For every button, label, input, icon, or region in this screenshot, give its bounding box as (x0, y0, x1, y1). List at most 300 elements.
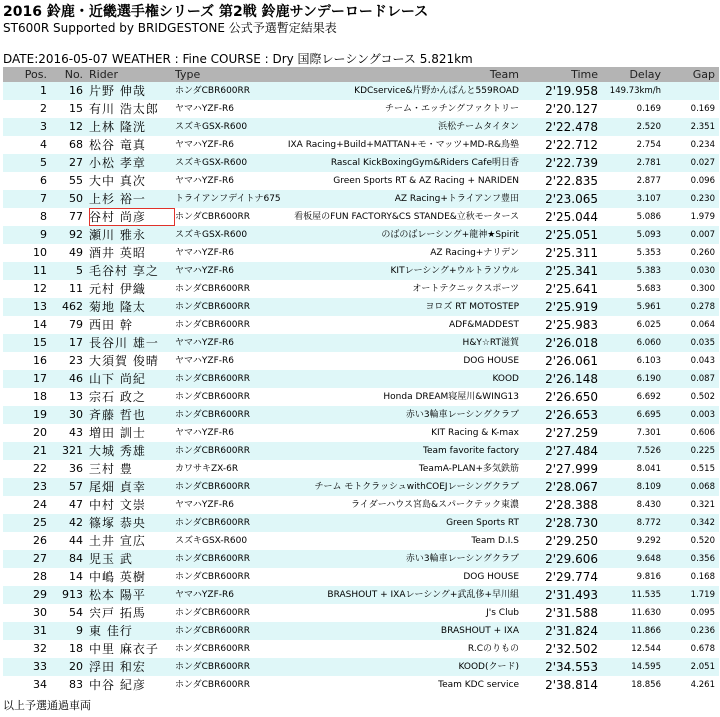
cell-rider: 篠塚 恭央 (89, 516, 146, 530)
cell-type: ホンダCBR600RR (175, 374, 251, 384)
cell-pos: 28 (33, 570, 47, 583)
cell-gap: 0.003 (690, 410, 715, 420)
cell-num: 79 (69, 318, 83, 331)
cell-delay: 11.630 (631, 608, 661, 618)
cell-team: KITレーシング+ウルトラソウル (390, 266, 519, 276)
cell-rider: 片野 伸哉 (89, 84, 146, 98)
cell-pos: 9 (40, 228, 47, 241)
table-row (3, 460, 719, 478)
cell-delay: 6.190 (636, 374, 661, 384)
cell-time: 2'25.983 (545, 318, 598, 332)
cell-delay: 2.781 (636, 158, 661, 168)
table-row (3, 388, 719, 406)
cell-num: 57 (69, 480, 83, 493)
cell-team: DOG HOUSE (463, 356, 519, 366)
cell-time: 2'26.650 (545, 390, 598, 404)
cell-num: 462 (62, 300, 83, 313)
cell-delay: 2.754 (636, 140, 661, 150)
cell-time: 2'22.739 (545, 156, 598, 170)
cell-time: 2'28.388 (545, 498, 598, 512)
cell-team: KOOD (492, 374, 519, 384)
cell-gap: 0.234 (690, 140, 715, 150)
cell-rider: 松本 陽平 (89, 588, 146, 602)
table-body (3, 82, 719, 694)
header-delay: Delay (629, 68, 661, 81)
cell-rider: 瀬川 雅永 (89, 228, 146, 242)
cell-gap: 0.064 (690, 320, 715, 330)
cell-type: ホンダCBR600RR (175, 554, 251, 564)
cell-time: 2'34.553 (545, 660, 598, 674)
cell-gap: 1.979 (690, 212, 715, 222)
cell-pos: 22 (33, 462, 47, 475)
cell-team: AZ Racing+トライアンフ豊田 (394, 194, 519, 204)
cell-num: 14 (69, 570, 83, 583)
cell-team: Honda DREAM寝屋川&WING13 (383, 392, 519, 402)
cell-type: ヤマハYZF-R6 (175, 356, 234, 366)
cell-team: Team favorite factory (423, 446, 519, 456)
cell-type: ホンダCBR600RR (175, 644, 251, 654)
table-row (3, 676, 719, 694)
cell-type: ホンダCBR600RR (175, 302, 251, 312)
table-row (3, 370, 719, 388)
cell-type: ホンダCBR600RR (175, 518, 251, 528)
cell-team: 看板屋のFUN FACTORY&CS STANDE&立秋モータース (294, 212, 519, 222)
cell-delay: 2.877 (636, 176, 661, 186)
cell-pos: 27 (33, 552, 47, 565)
cell-delay: 9.648 (636, 554, 661, 564)
cell-team: AZ Racing+ナリデン (430, 248, 519, 258)
cell-rider: 三村 豊 (89, 462, 133, 476)
cell-num: 23 (69, 354, 83, 367)
cell-pos: 8 (40, 210, 47, 223)
table-row (3, 136, 719, 154)
cell-gap: 0.502 (690, 392, 715, 402)
cell-pos: 23 (33, 480, 47, 493)
table-row (3, 658, 719, 676)
cell-delay: 6.692 (636, 392, 661, 402)
cell-num: 83 (69, 678, 83, 691)
cell-delay: 8.041 (636, 464, 661, 474)
cell-num: 15 (69, 102, 83, 115)
cell-pos: 11 (33, 264, 47, 277)
cell-num: 9 (76, 624, 83, 637)
cell-delay: 9.816 (636, 572, 661, 582)
cell-time: 2'26.148 (545, 372, 598, 386)
cell-pos: 1 (40, 84, 47, 97)
cell-type: ヤマハYZF-R6 (175, 140, 234, 150)
cell-num: 46 (69, 372, 83, 385)
cell-team: BRASHOUT + IXAレーシング+武乱侈+早川組 (327, 590, 519, 600)
cell-team: ライダーハウス宮島&スパークテック東濃 (350, 500, 519, 510)
cell-team: J's Club (486, 608, 519, 618)
cell-time: 2'28.730 (545, 516, 598, 530)
cell-pos: 2 (40, 102, 47, 115)
cell-rider: 斉藤 哲也 (89, 408, 146, 422)
table-row (3, 100, 719, 118)
cell-pos: 31 (33, 624, 47, 637)
cell-type: ホンダCBR600RR (175, 680, 251, 690)
cell-type: ホンダCBR600RR (175, 446, 251, 456)
cell-delay: 7.526 (636, 446, 661, 456)
cell-rider: 毛谷村 享之 (89, 264, 159, 278)
cell-delay: 7.301 (636, 428, 661, 438)
cell-delay: 5.961 (636, 302, 661, 312)
cell-delay: 11.535 (631, 590, 661, 600)
cell-gap: 0.678 (690, 644, 715, 654)
table-row (3, 442, 719, 460)
cell-num: 84 (69, 552, 83, 565)
cell-pos: 12 (33, 282, 47, 295)
cell-time: 2'22.835 (545, 174, 598, 188)
cell-type: ホンダCBR600RR (175, 572, 251, 582)
cell-pos: 4 (40, 138, 47, 151)
cell-time: 2'29.606 (545, 552, 598, 566)
cell-gap: 0.300 (690, 284, 715, 294)
table-row (3, 352, 719, 370)
cell-num: 20 (69, 660, 83, 673)
cell-team: チーム モトクラッシュwithCOEJレーシングクラブ (314, 482, 519, 492)
cell-time: 2'25.311 (545, 246, 598, 260)
cell-rider: 大須賀 俊晴 (89, 354, 159, 368)
cell-pos: 21 (33, 444, 47, 457)
table-row (3, 406, 719, 424)
cell-type: ホンダCBR600RR (175, 410, 251, 420)
cell-delay: 8.430 (636, 500, 661, 510)
cell-rider: 増田 訓士 (89, 426, 146, 440)
cell-delay: 18.856 (631, 680, 661, 690)
cell-gap: 0.168 (690, 572, 715, 582)
cell-time: 2'25.044 (545, 210, 598, 224)
cell-gap: 0.096 (690, 176, 715, 186)
cell-delay: 2.520 (636, 122, 661, 132)
cell-team: 赤い3輪車レーシングクラブ (405, 554, 519, 564)
cell-pos: 10 (33, 246, 47, 259)
table-row (3, 604, 719, 622)
cell-gap: 0.230 (690, 194, 715, 204)
cell-num: 12 (69, 120, 83, 133)
cell-gap: 0.095 (690, 608, 715, 618)
cell-rider: 松谷 竜真 (89, 138, 146, 152)
cell-time: 2'31.824 (545, 624, 598, 638)
header-type: Type (175, 68, 201, 81)
header-num: No. (64, 68, 83, 81)
table-row (3, 532, 719, 550)
cell-rider: 有川 浩太郎 (89, 102, 159, 116)
cell-team: のばのばレーシング+龍神★Spirit (381, 230, 519, 240)
cell-gap: 0.321 (690, 500, 715, 510)
cell-num: 913 (62, 588, 83, 601)
cell-type: トライアンフデイトナ675 (175, 194, 281, 204)
cell-time: 2'31.588 (545, 606, 598, 620)
cell-rider: 谷村 尚彦 (89, 208, 175, 226)
cell-team: チーム・エッチングファクトリー (384, 104, 519, 114)
table-row (3, 424, 719, 442)
table-row (3, 82, 719, 100)
cell-delay: 8.772 (636, 518, 661, 528)
cell-type: ヤマハYZF-R6 (175, 338, 234, 348)
table-header-row (3, 67, 719, 82)
cell-gap: 4.261 (690, 680, 715, 690)
table-row (3, 118, 719, 136)
cell-num: 43 (69, 426, 83, 439)
cell-rider: 中里 麻衣子 (89, 642, 159, 656)
cell-team: オートテクニックスポーツ (412, 284, 519, 294)
cell-num: 92 (69, 228, 83, 241)
cell-type: ホンダCBR600RR (175, 212, 251, 222)
cell-time: 2'28.067 (545, 480, 598, 494)
cell-pos: 30 (33, 606, 47, 619)
cell-num: 13 (69, 390, 83, 403)
cell-pos: 3 (40, 120, 47, 133)
table-row (3, 154, 719, 172)
cell-rider: 上林 隆洸 (89, 120, 146, 134)
cell-rider: 大城 秀雄 (89, 444, 146, 458)
cell-pos: 33 (33, 660, 47, 673)
cell-num: 5 (76, 264, 83, 277)
table-row (3, 208, 719, 226)
footer-note: 以上予選通過車両 (3, 699, 91, 712)
cell-team: Rascal KickBoxingGym&Riders Cafe明日香 (330, 158, 519, 168)
cell-delay: 14.595 (631, 662, 661, 672)
cell-pos: 17 (33, 372, 47, 385)
cell-gap: 0.520 (690, 536, 715, 546)
cell-pos: 6 (40, 174, 47, 187)
cell-gap: 2.051 (690, 662, 715, 672)
cell-type: ホンダCBR600RR (175, 662, 251, 672)
cell-time: 2'27.484 (545, 444, 598, 458)
cell-gap: 2.351 (690, 122, 715, 132)
cell-time: 2'25.051 (545, 228, 598, 242)
cell-pos: 34 (33, 678, 47, 691)
cell-rider: 浮田 和宏 (89, 660, 146, 674)
cell-gap: 0.225 (690, 446, 715, 456)
cell-delay: 3.107 (636, 194, 661, 204)
table-row (3, 496, 719, 514)
cell-type: ヤマハYZF-R6 (175, 428, 234, 438)
cell-team: KIT Racing & K-max (431, 428, 519, 438)
cell-pos: 29 (33, 588, 47, 601)
cell-type: ヤマハYZF-R6 (175, 176, 234, 186)
cell-delay: 5.093 (636, 230, 661, 240)
table-row (3, 622, 719, 640)
cell-delay: 9.292 (636, 536, 661, 546)
cell-delay: 5.353 (636, 248, 661, 258)
header-team: Team (489, 68, 519, 81)
cell-num: 11 (69, 282, 83, 295)
cell-team: ADF&MADDEST (449, 320, 519, 330)
cell-pos: 5 (40, 156, 47, 169)
cell-pos: 16 (33, 354, 47, 367)
cell-delay: 6.025 (636, 320, 661, 330)
cell-gap: 0.356 (690, 554, 715, 564)
table-row (3, 280, 719, 298)
cell-type: スズキGSX-R600 (175, 230, 248, 240)
cell-team: R.Cのりもの (467, 644, 519, 654)
cell-type: ホンダCBR600RR (175, 86, 251, 96)
cell-team: DOG HOUSE (463, 572, 519, 582)
cell-rider: 上杉 裕一 (89, 192, 146, 206)
cell-num: 16 (69, 84, 83, 97)
cell-rider: 尾畑 貞幸 (89, 480, 146, 494)
cell-pos: 7 (40, 192, 47, 205)
cell-time: 2'32.502 (545, 642, 598, 656)
cell-delay: 6.695 (636, 410, 661, 420)
cell-rider: 大中 真次 (89, 174, 146, 188)
cell-time: 2'26.061 (545, 354, 598, 368)
cell-rider: 宗石 政之 (89, 390, 146, 404)
cell-num: 77 (69, 210, 83, 223)
cell-pos: 18 (33, 390, 47, 403)
cell-pos: 20 (33, 426, 47, 439)
cell-team: Green Sports RT (446, 518, 519, 528)
cell-rider: 山下 尚紀 (89, 372, 146, 386)
cell-type: スズキGSX-R600 (175, 122, 248, 132)
cell-pos: 24 (33, 498, 47, 511)
cell-num: 44 (69, 534, 83, 547)
cell-type: スズキGSX-R600 (175, 158, 248, 168)
cell-time: 2'27.999 (545, 462, 598, 476)
cell-num: 17 (69, 336, 83, 349)
cell-rider: 長谷川 雄一 (89, 336, 159, 350)
cell-rider: 東 佳行 (89, 624, 133, 638)
cell-time: 2'25.919 (545, 300, 598, 314)
cell-time: 2'31.493 (545, 588, 598, 602)
cell-team: KDCservice&片野かんぱんと559ROAD (354, 86, 519, 96)
cell-rider: 中谷 紀彦 (89, 678, 146, 692)
cell-delay: 8.109 (636, 482, 661, 492)
cell-team: IXA Racing+Build+MATTAN+モ・マッツ+MD-R&鳥塾 (287, 140, 519, 150)
cell-time: 2'22.478 (545, 120, 598, 134)
cell-pos: 25 (33, 516, 47, 529)
header-gap: Gap (692, 68, 715, 81)
cell-type: ホンダCBR600RR (175, 392, 251, 402)
cell-gap: 0.278 (690, 302, 715, 312)
cell-type: ヤマハYZF-R6 (175, 266, 234, 276)
table-row (3, 478, 719, 496)
cell-time: 2'25.641 (545, 282, 598, 296)
cell-num: 30 (69, 408, 83, 421)
page-subtitle: ST600R Supported by BRIDGESTONE 公式予選暫定結果表 (3, 21, 337, 35)
table-row (3, 640, 719, 658)
cell-num: 321 (62, 444, 83, 457)
cell-type: ホンダCBR600RR (175, 320, 251, 330)
table-row (3, 550, 719, 568)
cell-gap: 0.030 (690, 266, 715, 276)
cell-gap: 0.043 (690, 356, 715, 366)
cell-team: 赤い3輪車レーシングクラブ (405, 410, 519, 420)
cell-rider: 宍戸 拓馬 (89, 606, 146, 620)
cell-type: ヤマハYZF-R6 (175, 500, 234, 510)
cell-time: 2'20.127 (545, 102, 598, 116)
cell-gap: 0.027 (690, 158, 715, 168)
cell-team: Team D.I.S (471, 536, 519, 546)
cell-rider: 児玉 武 (89, 552, 133, 566)
table-row (3, 334, 719, 352)
cell-delay: 6.060 (636, 338, 661, 348)
cell-num: 18 (69, 642, 83, 655)
cell-time: 2'26.018 (545, 336, 598, 350)
table-row (3, 514, 719, 532)
table-row (3, 172, 719, 190)
cell-delay: 11.866 (631, 626, 661, 636)
cell-gap: 0.260 (690, 248, 715, 258)
cell-delay: 5.683 (636, 284, 661, 294)
header-pos: Pos. (24, 68, 47, 81)
cell-gap: 1.719 (690, 590, 715, 600)
cell-gap: 0.035 (690, 338, 715, 348)
cell-team: Team KDC service (438, 680, 519, 690)
results-table (3, 67, 719, 694)
cell-pos: 14 (33, 318, 47, 331)
cell-rider: 土井 宣広 (89, 534, 146, 548)
cell-num: 49 (69, 246, 83, 259)
table-row (3, 316, 719, 334)
cell-delay: 6.103 (636, 356, 661, 366)
cell-rider: 菊地 隆太 (89, 300, 146, 314)
cell-type: ホンダCBR600RR (175, 284, 251, 294)
event-info-line: DATE:2016-05-07 WEATHER : Fine COURSE : Dry 国際レーシングコース 5.821km (3, 52, 473, 66)
cell-delay: 149.73km/h (609, 86, 661, 96)
cell-time: 2'38.814 (545, 678, 598, 692)
cell-team: KOOD(クード) (458, 662, 519, 672)
cell-type: スズキGSX-R600 (175, 536, 248, 546)
cell-rider: 元村 伊織 (89, 282, 146, 296)
cell-rider: 小松 孝章 (89, 156, 146, 170)
cell-time: 2'22.712 (545, 138, 598, 152)
cell-pos: 26 (33, 534, 47, 547)
cell-type: ホンダCBR600RR (175, 608, 251, 618)
cell-type: ヤマハYZF-R6 (175, 104, 234, 114)
table-row (3, 298, 719, 316)
cell-rider: 中嶋 英樹 (89, 570, 146, 584)
cell-team: ヨロズ RT MOTOSTEP (425, 302, 519, 312)
cell-num: 54 (69, 606, 83, 619)
cell-gap: 0.606 (690, 428, 715, 438)
cell-gap: 0.342 (690, 518, 715, 528)
table-row (3, 586, 719, 604)
cell-gap: 0.236 (690, 626, 715, 636)
cell-type: ヤマハYZF-R6 (175, 590, 234, 600)
cell-pos: 32 (33, 642, 47, 655)
cell-gap: 0.087 (690, 374, 715, 384)
table-row (3, 190, 719, 208)
cell-num: 36 (69, 462, 83, 475)
cell-time: 2'25.341 (545, 264, 598, 278)
cell-pos: 19 (33, 408, 47, 421)
table-row (3, 262, 719, 280)
cell-num: 27 (69, 156, 83, 169)
cell-gap: 0.169 (690, 104, 715, 114)
cell-type: ホンダCBR600RR (175, 482, 251, 492)
cell-delay: 0.169 (636, 104, 661, 114)
table-row (3, 226, 719, 244)
cell-pos: 15 (33, 336, 47, 349)
cell-time: 2'19.958 (545, 84, 598, 98)
cell-num: 55 (69, 174, 83, 187)
cell-time: 2'23.065 (545, 192, 598, 206)
header-time: Time (571, 68, 598, 81)
cell-num: 68 (69, 138, 83, 151)
cell-time: 2'29.774 (545, 570, 598, 584)
cell-time: 2'27.259 (545, 426, 598, 440)
cell-num: 42 (69, 516, 83, 529)
cell-num: 50 (69, 192, 83, 205)
page-title: 2016 鈴鹿・近畿選手権シリーズ 第2戦 鈴鹿サンデーロードレース (3, 4, 429, 20)
cell-gap: 0.515 (690, 464, 715, 474)
cell-rider: 中村 文崇 (89, 498, 146, 512)
cell-rider: 西田 幹 (89, 318, 133, 332)
cell-delay: 5.086 (636, 212, 661, 222)
